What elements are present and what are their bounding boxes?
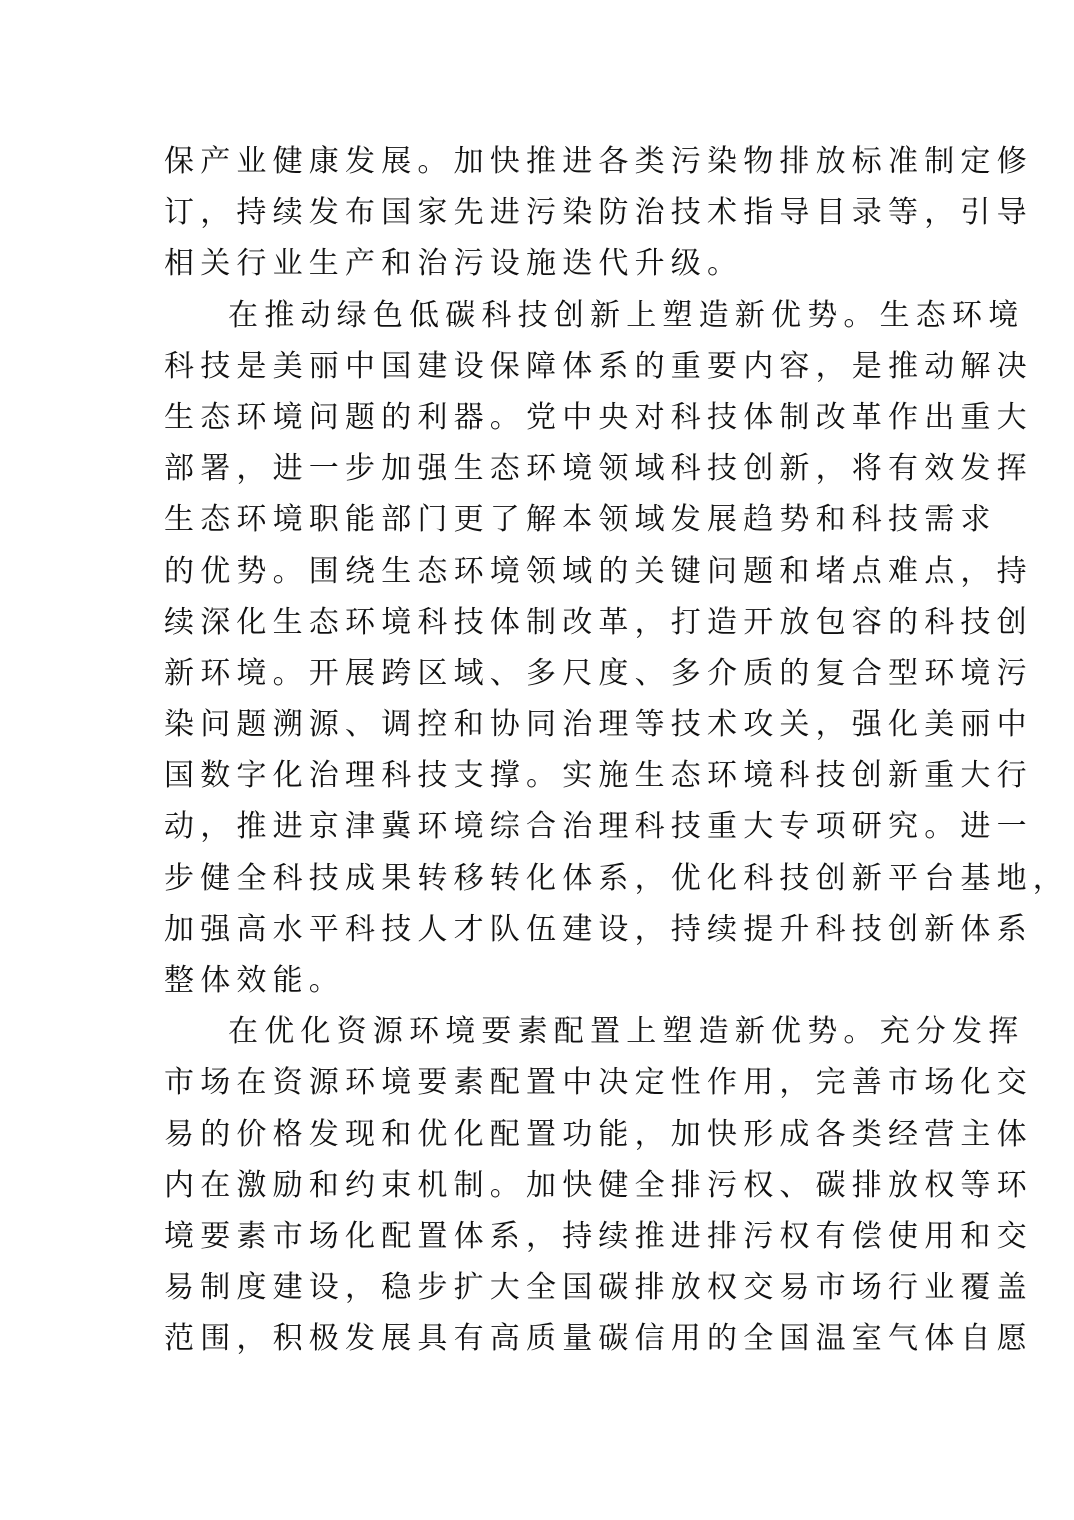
text-line: 订，持续发布国家先进污染防治技术指导目录等，引导 (164, 195, 1033, 231)
text-line: 境要素市场化配置体系，持续推进排污权有偿使用和交 (164, 1218, 1033, 1254)
text-line: 染问题溯源、调控和协同治理等技术攻关，强化美丽中 (164, 707, 1033, 743)
text-line: 部署，进一步加强生态环境领域科技创新，将有效发挥 (164, 451, 1033, 487)
paragraph-first-line: 在推动绿色低碳科技创新上塑造新优势。生态环境 (228, 297, 1025, 333)
text-line: 易的价格发现和优化配置功能，加快形成各类经营主体 (164, 1116, 1033, 1152)
body-text (164, 136, 1069, 1365)
text-line: 相关行业生产和治污设施迭代升级。 (164, 246, 744, 282)
text-line: 续深化生态环境科技体制改革，打造开放包容的科技创 (164, 604, 1033, 640)
text-line: 整体效能。 (164, 963, 345, 998)
text-line: 新环境。开展跨区域、多尺度、多介质的复合型环境污 (164, 655, 1033, 691)
text-line: 的优势。围绕生态环境领域的关键问题和堵点难点，持 (164, 553, 1033, 589)
text-line: 保产业健康发展。加快推进各类污染物排放标准制定修 (164, 144, 1033, 179)
text-line: 加强高水平科技人才队伍建设，持续提升科技创新体系 (164, 911, 1033, 947)
text-line: 内在激励和约束机制。加快健全排污权、碳排放权等环 (164, 1167, 1033, 1203)
paragraph-first-line: 在优化资源环境要素配置上塑造新优势。充分发挥 (228, 1014, 1025, 1050)
text-line: 生态环境职能部门更了解本领域发展趋势和科技需求 (164, 502, 997, 538)
text-line: 动，推进京津冀环境综合治理科技重大专项研究。进一 (164, 809, 1033, 845)
text-line: 市场在资源环境要素配置中决定性作用，完善市场化交 (164, 1065, 1033, 1101)
text-line: 范围，积极发展具有高质量碳信用的全国温室气体自愿 (164, 1321, 1033, 1357)
text-line: 科技是美丽中国建设保障体系的重要内容，是推动解决 (164, 348, 1033, 384)
text-line: 国数字化治理科技支撑。实施生态环境科技创新重大行 (164, 758, 1033, 794)
text-line: 生态环境问题的利器。党中央对科技体制改革作出重大 (164, 399, 1033, 435)
text-line: 易制度建设，稳步扩大全国碳排放权交易市场行业覆盖 (164, 1270, 1033, 1306)
text-line: 步健全科技成果转移转化体系，优化科技创新平台基地， (164, 860, 1069, 896)
